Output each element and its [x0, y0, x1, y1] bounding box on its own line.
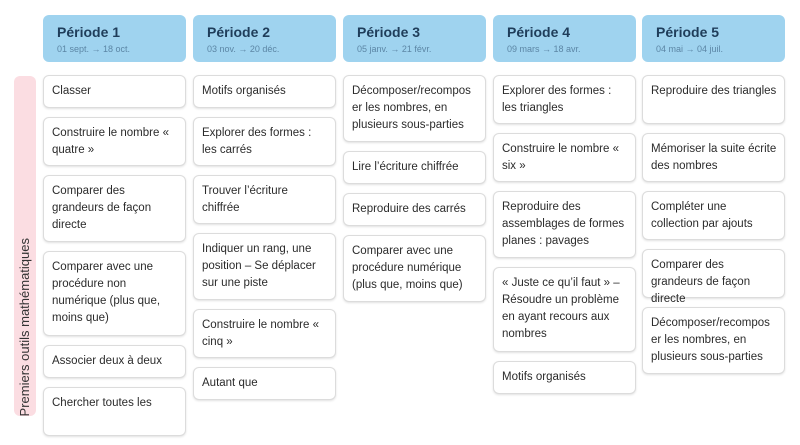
- activity-card[interactable]: Classer: [43, 75, 186, 108]
- activity-card[interactable]: Comparer des grandeurs de façon directe: [642, 249, 785, 298]
- period-dates: 05 janv. → 21 févr.: [357, 44, 432, 54]
- activity-card[interactable]: Reproduire des carrés: [343, 193, 486, 226]
- activity-card[interactable]: Décomposer/recompos er les nombres, en plusieurs sous-parties: [642, 307, 785, 374]
- activity-card[interactable]: Comparer avec une procédure numérique (plus que, moins que): [343, 235, 486, 302]
- activity-card[interactable]: Reproduire des assemblages de formes planes : pavages: [493, 191, 636, 258]
- period-dates: 03 nov. → 20 déc.: [207, 44, 280, 54]
- period-dates: 04 mai → 04 juil.: [656, 44, 724, 54]
- row-label-band: [14, 76, 36, 416]
- period-dates: 01 sept. → 18 oct.: [57, 44, 131, 54]
- period-column-2: [193, 15, 336, 409]
- activity-card[interactable]: Motifs organisés: [493, 361, 636, 394]
- period-column-5: [642, 15, 785, 383]
- activity-card[interactable]: Associer deux à deux: [43, 345, 186, 378]
- period-title: Période 2: [207, 24, 271, 40]
- period-column-4: [493, 15, 636, 403]
- activity-card[interactable]: Construire le nombre « six »: [493, 133, 636, 182]
- activity-card[interactable]: Trouver l’écriture chiffrée: [193, 175, 336, 224]
- period-column-1: [43, 15, 186, 445]
- period-header[interactable]: [43, 15, 186, 62]
- period-header[interactable]: [193, 15, 336, 62]
- activity-card[interactable]: Explorer des formes : les carrés: [193, 117, 336, 166]
- activity-card[interactable]: « Juste ce qu’il faut » – Résoudre un problème en ayant recours aux nombres: [493, 267, 636, 352]
- activity-card[interactable]: Autant que: [193, 367, 336, 400]
- activity-card[interactable]: Comparer des grandeurs de façon directe: [43, 175, 186, 242]
- activity-card[interactable]: Compléter une collection par ajouts: [642, 191, 785, 240]
- activity-card[interactable]: Construire le nombre « quatre »: [43, 117, 186, 166]
- period-title: Période 5: [656, 24, 720, 40]
- period-header[interactable]: [642, 15, 785, 62]
- period-title: Période 4: [507, 24, 571, 40]
- period-header[interactable]: [343, 15, 486, 62]
- period-dates: 09 mars → 18 avr.: [507, 44, 581, 54]
- row-label: Premiers outils mathématiques: [17, 237, 32, 416]
- activity-card[interactable]: Lire l’écriture chiffrée: [343, 151, 486, 184]
- activity-card[interactable]: Mémoriser la suite écrite des nombres: [642, 133, 785, 182]
- period-column-3: [343, 15, 486, 311]
- period-title: Période 1: [57, 24, 121, 40]
- activity-card[interactable]: Indiquer un rang, une position – Se déplacer sur une piste: [193, 233, 336, 300]
- activity-card[interactable]: Décomposer/recompos er les nombres, en plusieurs sous-parties: [343, 75, 486, 142]
- activity-card[interactable]: Reproduire des triangles: [642, 75, 785, 124]
- activity-card[interactable]: Construire le nombre « cinq »: [193, 309, 336, 358]
- activity-card[interactable]: Explorer des formes : les triangles: [493, 75, 636, 124]
- period-title: Période 3: [357, 24, 421, 40]
- period-header[interactable]: [493, 15, 636, 62]
- activity-card[interactable]: Chercher toutes les: [43, 387, 186, 436]
- activity-card[interactable]: Motifs organisés: [193, 75, 336, 108]
- activity-card[interactable]: Comparer avec une procédure non numérique (plus que, moins que): [43, 251, 186, 336]
